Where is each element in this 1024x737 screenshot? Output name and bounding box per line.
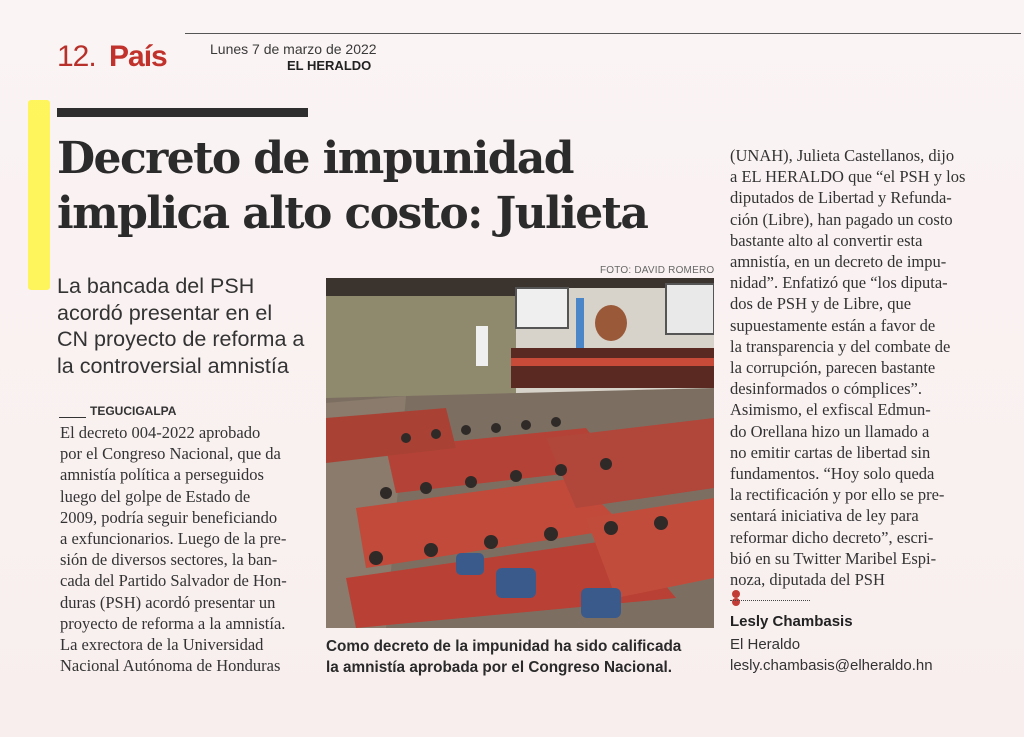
body-line: desinformados o cómplices”. — [730, 379, 922, 399]
newspaper-name: EL HERALDO — [287, 58, 372, 73]
photo-caption — [326, 636, 726, 678]
body-line: luego del golpe de Estado de — [60, 486, 251, 506]
body-line: La exrectora de la Universidad — [60, 635, 264, 655]
congress-chamber-illustration — [326, 278, 714, 628]
dateline: TEGUCIGALPA — [90, 404, 177, 418]
body-line: cada del Partido Salvador de Hon- — [60, 571, 287, 591]
page-number: 12. — [57, 40, 96, 73]
body-line: sión de diversos sectores, la ban- — [60, 550, 278, 570]
body-line: ción (Libre), han pagado un costo — [730, 209, 953, 229]
body-line: amnistía política a perseguidos — [60, 465, 264, 485]
headline-line-1: Decreto de impunidad — [57, 133, 573, 184]
body-line: noza, diputada del PSH — [730, 570, 885, 590]
body-line: a EL HERALDO que “el PSH y los — [730, 167, 966, 187]
body-line: Asimismo, el exfiscal Edmun- — [730, 400, 931, 420]
caption-line: Como decreto de la impunidad ha sido calificada — [326, 638, 682, 655]
body-line: supuestamente están a favor de — [730, 315, 936, 335]
body-line: bastante alto al convertir esta — [730, 230, 923, 250]
body-line: sentará iniciativa de ley para — [730, 506, 919, 526]
body-line: diputados de Libertad y Refunda- — [730, 188, 952, 208]
article-deck — [57, 273, 321, 379]
body-line: duras (PSH) acordó presentar un — [60, 592, 276, 612]
deck-line: la controversial amnistía — [57, 353, 289, 378]
publication-date: Lunes 7 de marzo de 2022 — [210, 41, 377, 57]
body-line: do Orellana hizo un llamado a — [730, 421, 930, 441]
page-top-rule — [185, 33, 1021, 34]
body-column-right — [730, 145, 988, 606]
body-line: la transparencia y del combate de — [730, 336, 951, 356]
body-line: no emitir cartas de libertad sin — [730, 442, 931, 462]
highlighter-mark — [28, 100, 50, 290]
body-line: El decreto 004-2022 aprobado — [60, 423, 261, 442]
body-line: fundamentos. “Hoy solo queda — [730, 464, 935, 484]
body-line: por el Congreso Nacional, que da — [60, 444, 281, 464]
body-line: a exfuncionarios. Luego de la pre- — [60, 529, 287, 549]
body-line: 2009, podría seguir beneficiando — [60, 507, 278, 527]
body-line: nidad”. Enfatizó que “los diputa- — [730, 273, 948, 293]
body-line: la corrupción, parecen bastante — [730, 358, 936, 378]
dateline-rule — [59, 417, 86, 418]
body-line: dos de PSH y de Libre, que — [730, 294, 912, 314]
headline-top-bar — [57, 108, 308, 117]
author-organization: El Heraldo — [730, 636, 801, 653]
byline-divider — [730, 600, 810, 601]
deck-line: acordó presentar en el — [57, 300, 273, 325]
end-mark-icon — [732, 590, 740, 598]
body-line: Nacional Autónoma de Honduras — [60, 656, 281, 676]
deck-line: La bancada del PSH — [57, 274, 255, 298]
congress-photo — [326, 278, 714, 628]
body-line: amnistía, en un decreto de impu- — [730, 252, 947, 272]
section-name: País — [109, 40, 167, 73]
body-line: (UNAH), Julieta Castellanos, dijo — [730, 146, 955, 165]
deck-line: CN proyecto de reforma a — [57, 327, 305, 351]
body-line: la rectificación y por ello se pre- — [730, 485, 945, 505]
author-email-link[interactable]: lesly.chambasis@elheraldo.hn — [730, 657, 933, 674]
photo-credit: FOTO: DAVID ROMERO — [600, 265, 715, 276]
body-column-left — [60, 422, 310, 676]
author-name: Lesly Chambasis — [730, 613, 853, 630]
body-line: proyecto de reforma a la amnistía. — [60, 613, 286, 633]
body-line: bió en su Twitter Maribel Espi- — [730, 548, 937, 568]
headline-line-2: implica alto costo: Julieta — [57, 188, 648, 239]
caption-line: la amnistía aprobada por el Congreso Nacional. — [326, 659, 672, 676]
body-line: reformar dicho decreto”, escri- — [730, 527, 934, 547]
page-header — [57, 40, 377, 80]
